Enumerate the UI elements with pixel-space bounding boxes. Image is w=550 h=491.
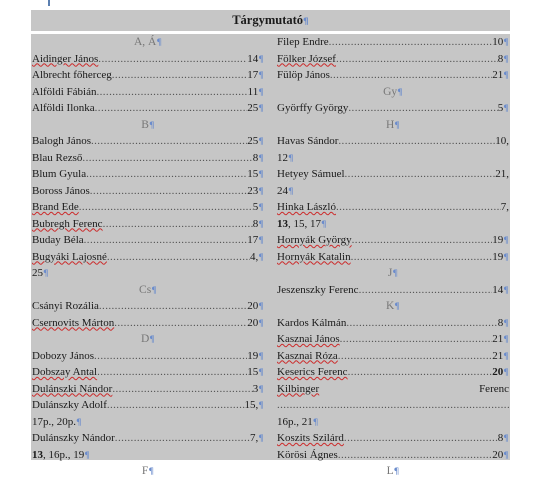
page-number: 8 <box>252 217 259 230</box>
letter-heading-text: K <box>385 300 395 312</box>
entry-name: Koszits Szilárd <box>277 432 344 444</box>
index-entry[interactable] <box>277 100 509 117</box>
page-number-ref: 24 <box>277 184 288 197</box>
dot-leader <box>86 166 247 183</box>
index-letter-heading <box>277 117 509 134</box>
page-number: 17 <box>247 69 259 81</box>
letter-heading-text: F <box>141 465 149 477</box>
page-number: 11 <box>247 85 259 98</box>
entry-name: Kasznai János <box>277 333 340 345</box>
pilcrow-mark: ¶ <box>397 87 403 98</box>
index-entry[interactable] <box>32 315 264 332</box>
page-number: 20 <box>247 300 259 312</box>
pilcrow-mark: ¶ <box>43 269 49 279</box>
pilcrow-mark: ¶ <box>258 54 264 65</box>
letter-heading-text: H <box>385 118 395 131</box>
pilcrow-mark: ¶ <box>312 417 319 428</box>
entry-name: Bubregh Ferenc <box>32 217 103 230</box>
pilcrow-mark: ¶ <box>258 170 264 180</box>
entry-name: Balogh János <box>32 135 91 147</box>
dot-leader <box>352 232 493 249</box>
pilcrow-mark: ¶ <box>258 219 264 230</box>
index-entry[interactable] <box>277 249 509 266</box>
dot-leader <box>329 34 493 51</box>
pilcrow-mark: ¶ <box>288 153 294 164</box>
pilcrow-mark: ¶ <box>258 401 264 411</box>
entry-name: Kasznai Róza <box>277 349 338 362</box>
page-number-ref: 16p., 21 <box>277 415 313 428</box>
index-entry[interactable] <box>32 249 264 266</box>
dot-leader <box>330 67 492 84</box>
entry-name: Györffy György <box>277 102 349 114</box>
page-number: 20 <box>247 316 259 329</box>
page-number-ref: , 15, 17 <box>288 217 321 230</box>
page-number: 7, <box>500 201 509 213</box>
page-number: 21 <box>492 333 504 345</box>
page-number: 19 <box>247 349 259 362</box>
page-number: 17 <box>247 234 259 246</box>
page-number: 21 <box>492 69 504 81</box>
index-entry[interactable] <box>32 430 264 447</box>
entry-name: Bugyáki Lajosné <box>32 250 107 263</box>
index-entry[interactable] <box>277 199 509 216</box>
pilcrow-mark: ¶ <box>258 153 264 164</box>
pilcrow-mark: ¶ <box>151 285 157 296</box>
index-entry[interactable] <box>32 232 264 249</box>
index-entry[interactable] <box>32 216 264 233</box>
entry-name: Filep Endre <box>277 36 329 48</box>
entry-continuation <box>32 414 264 431</box>
page-number: 3 <box>252 382 259 395</box>
pilcrow-mark: ¶ <box>503 285 509 296</box>
page-number: 5 <box>497 102 504 114</box>
index-entry[interactable] <box>277 133 509 150</box>
entry-name: Dulánszky Nándor <box>32 432 115 444</box>
pilcrow-mark: ¶ <box>258 203 264 213</box>
dot-leader <box>359 282 493 299</box>
dot-leader <box>112 67 248 84</box>
entry-continuation <box>32 447 264 464</box>
index-letter-heading <box>277 463 509 480</box>
entry-name: Dulánszki Nándor <box>32 382 113 395</box>
pilcrow-mark: ¶ <box>258 351 264 362</box>
pilcrow-mark: ¶ <box>258 87 264 98</box>
dot-leader <box>351 249 493 266</box>
page-number-ref: 13 <box>277 217 288 230</box>
entry-continuation <box>277 183 509 200</box>
pilcrow-mark: ¶ <box>393 467 400 477</box>
page-number: 19 <box>492 234 504 246</box>
index-letter-heading <box>32 331 264 348</box>
page-number: 20 <box>492 448 504 461</box>
pilcrow-mark: ¶ <box>149 335 156 345</box>
index-entry[interactable] <box>277 447 509 464</box>
pilcrow-mark: ¶ <box>258 137 264 147</box>
index-entry[interactable] <box>32 133 264 150</box>
dot-leader <box>103 216 253 233</box>
dot-leader <box>277 397 509 414</box>
entry-name-tail: Ferenc <box>479 382 509 395</box>
index-entry[interactable] <box>32 100 264 117</box>
letter-heading-text: A, Á <box>133 36 157 48</box>
dot-leader <box>95 100 248 117</box>
index-entry[interactable] <box>32 51 264 68</box>
page-number: 19 <box>492 250 504 263</box>
index-entry[interactable] <box>277 331 509 348</box>
pilcrow-mark: ¶ <box>148 467 155 477</box>
entry-name: Alföldi Fábián <box>32 85 97 98</box>
page-number: 14 <box>247 52 259 65</box>
pilcrow-mark: ¶ <box>503 71 509 81</box>
entry-name: Hornyák Katalin <box>277 250 351 263</box>
pilcrow-mark: ¶ <box>258 434 264 444</box>
page-number: 23 <box>247 184 259 197</box>
page-number: 5 <box>252 201 259 213</box>
entry-name: Dobozy János <box>32 349 95 362</box>
dot-leader <box>338 348 492 365</box>
index-column-left <box>32 34 264 480</box>
index-letter-heading <box>32 282 264 299</box>
dot-leader <box>340 331 493 348</box>
pilcrow-mark: ¶ <box>76 417 82 428</box>
pilcrow-mark: ¶ <box>503 434 509 444</box>
pilcrow-mark: ¶ <box>503 368 509 378</box>
page-number: 8 <box>497 432 504 444</box>
dot-leader <box>90 183 248 200</box>
dot-leader <box>107 397 245 414</box>
pilcrow-mark: ¶ <box>392 269 399 279</box>
index-entry[interactable] <box>277 381 509 398</box>
index-entry[interactable] <box>277 67 509 84</box>
pilcrow-mark: ¶ <box>258 384 264 395</box>
index-entry[interactable] <box>277 430 509 447</box>
pilcrow-mark: ¶ <box>503 38 509 48</box>
pilcrow-mark: ¶ <box>258 104 264 114</box>
pilcrow-mark: ¶ <box>258 302 264 312</box>
pilcrow-mark: ¶ <box>258 186 264 197</box>
page-number-ref: 13 <box>32 448 43 461</box>
index-entry[interactable] <box>32 150 264 167</box>
dot-leader <box>96 84 247 101</box>
index-entry[interactable] <box>277 232 509 249</box>
index-title-text: Tárgymutató <box>232 13 304 27</box>
dot-leader <box>99 298 247 315</box>
letter-heading-text: D <box>140 333 150 345</box>
entry-name: Jeszenszky Ferenc <box>277 283 359 296</box>
index-entry[interactable] <box>32 397 264 414</box>
page-number: 15 <box>247 366 259 378</box>
entry-name: Fölker József <box>277 52 336 65</box>
entry-name: Hetyey Sámuel <box>277 168 345 180</box>
dot-leader-line <box>277 397 509 414</box>
letter-heading-text: Gy <box>383 85 398 98</box>
pilcrow-mark: ¶ <box>258 368 264 378</box>
dot-leader <box>115 430 250 447</box>
index-letter-heading <box>277 298 509 315</box>
dot-leader <box>346 315 497 332</box>
entry-name: Dulánszky Adolf <box>32 399 107 411</box>
entry-name: Buday Béla <box>32 234 84 246</box>
index-column-right <box>277 34 509 480</box>
pilcrow-mark: ¶ <box>84 450 90 461</box>
dot-leader <box>112 381 252 398</box>
entry-name: Blau Rezső <box>32 151 83 164</box>
entry-name: Keserics Ferenc <box>277 366 348 378</box>
page-number-ref: 17p., 20p. <box>32 415 76 428</box>
index-entry[interactable] <box>277 34 509 51</box>
page-number: 8 <box>252 151 259 164</box>
index-letter-heading <box>277 265 509 282</box>
entry-name: Blum Gyula <box>32 168 87 180</box>
index-entry[interactable] <box>32 199 264 216</box>
entry-name: Körösi Ágnes <box>277 448 338 461</box>
dot-leader <box>82 150 252 167</box>
entry-name: Csernovits Márton <box>32 316 115 329</box>
dot-leader <box>114 315 247 332</box>
pilcrow-mark: ¶ <box>258 252 264 263</box>
dot-leader <box>84 232 248 249</box>
entry-name: Albrecht főherceg <box>32 69 112 81</box>
dot-leader <box>344 430 498 447</box>
pilcrow-mark: ¶ <box>321 219 327 230</box>
pilcrow-mark: ¶ <box>503 335 509 345</box>
entry-name: Hornyák György <box>277 234 352 246</box>
previous-line-fragment <box>31 0 510 9</box>
index-entry[interactable] <box>277 348 509 365</box>
entry-continuation <box>277 216 509 233</box>
index-entry[interactable] <box>32 364 264 381</box>
index-entry[interactable] <box>32 84 264 101</box>
index-entry[interactable] <box>32 348 264 365</box>
entry-name: Boross János <box>32 184 90 197</box>
entry-name: Brand Ede <box>32 201 79 213</box>
entry-name: Havas Sándor <box>277 135 339 147</box>
page-number: 25 <box>247 135 259 147</box>
index-entry[interactable] <box>32 381 264 398</box>
page-number: 7, <box>250 432 259 444</box>
entry-name: Alföldi Ilonka <box>32 102 95 114</box>
dot-leader <box>107 249 250 266</box>
dot-leader <box>91 133 247 150</box>
pilcrow-mark: ¶ <box>503 318 509 329</box>
letter-heading-text: Cs <box>139 283 152 296</box>
index-entry[interactable] <box>277 51 509 68</box>
index-letter-heading <box>32 463 264 480</box>
page-number-ref: 25 <box>32 267 43 279</box>
pilcrow-mark: ¶ <box>258 318 264 329</box>
page-number: 21, <box>495 168 509 180</box>
page-number-ref: , 16p., 19 <box>43 448 85 461</box>
dot-leader <box>348 364 493 381</box>
pilcrow-mark: ¶ <box>503 351 509 362</box>
dot-leader <box>336 51 498 68</box>
page-number: 14 <box>492 283 504 296</box>
pilcrow-mark: ¶ <box>156 38 163 48</box>
pilcrow-mark: ¶ <box>258 71 264 81</box>
page-number: 15, <box>244 399 259 411</box>
entry-name: Aidinger János <box>32 52 99 65</box>
index-letter-heading <box>32 34 264 51</box>
pilcrow-mark: ¶ <box>303 17 309 27</box>
index-columns <box>31 34 510 477</box>
pilcrow-mark: ¶ <box>503 450 509 461</box>
index-entry[interactable] <box>32 183 264 200</box>
pilcrow-mark: ¶ <box>503 252 509 263</box>
page-number: 25 <box>247 102 259 114</box>
dot-leader <box>98 51 247 68</box>
page-number: 8 <box>497 316 504 329</box>
entry-name: Dobszay Antal <box>32 366 98 378</box>
index-letter-heading <box>277 84 509 101</box>
dot-leader <box>336 199 501 216</box>
text-cursor-mark <box>48 0 50 6</box>
index-entry[interactable] <box>32 298 264 315</box>
page-number: 10, <box>495 135 509 147</box>
entry-name: Hinka László <box>277 201 336 213</box>
page-number-ref: 12 <box>277 151 288 164</box>
pilcrow-mark: ¶ <box>258 236 264 246</box>
pilcrow-mark: ¶ <box>503 54 509 65</box>
page-number: 21 <box>492 349 504 362</box>
page-number: 8 <box>497 52 504 65</box>
index-entry[interactable] <box>32 166 264 183</box>
pilcrow-mark: ¶ <box>288 186 294 197</box>
index-letter-heading <box>32 117 264 134</box>
page-number: 10 <box>492 36 504 48</box>
entry-name: Kilbinger <box>277 382 320 395</box>
index-title <box>31 10 510 31</box>
entry-continuation <box>32 265 264 282</box>
pilcrow-mark: ¶ <box>503 104 509 114</box>
dot-leader <box>348 100 497 117</box>
index-entry[interactable] <box>277 364 509 381</box>
page-number: 4, <box>250 250 259 263</box>
dot-leader <box>345 166 496 183</box>
pilcrow-mark: ¶ <box>394 302 401 312</box>
entry-name: Kardos Kálmán <box>277 316 347 329</box>
index-entry[interactable] <box>32 67 264 84</box>
dot-leader <box>79 199 253 216</box>
index-entry[interactable] <box>277 315 509 332</box>
dot-leader <box>94 348 247 365</box>
letter-heading-text: B <box>141 118 149 131</box>
letter-heading-text: L <box>386 465 394 477</box>
pilcrow-mark: ¶ <box>503 236 509 246</box>
page-number: 20 <box>492 366 504 378</box>
entry-continuation <box>277 150 509 167</box>
page-number: 15 <box>247 168 259 180</box>
dot-leader <box>338 447 492 464</box>
dot-leader <box>97 364 247 381</box>
letter-heading-text: J <box>387 267 393 279</box>
dot-leader <box>338 133 495 150</box>
entry-name: Csányi Rozália <box>32 300 99 312</box>
pilcrow-mark: ¶ <box>394 120 401 131</box>
pilcrow-mark: ¶ <box>148 120 155 131</box>
index-entry[interactable] <box>277 282 509 299</box>
entry-continuation <box>277 414 509 431</box>
index-entry[interactable] <box>277 166 509 183</box>
entry-name: Fülöp János <box>277 69 330 81</box>
